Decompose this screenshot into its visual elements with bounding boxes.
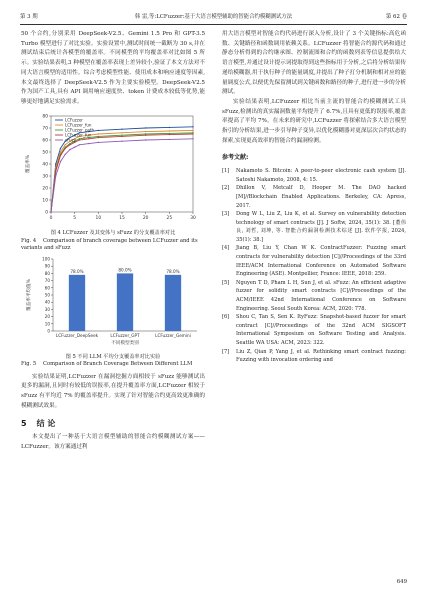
reference-text: Jiang B, Liu Y, Chan W K. ContractFuzzer: Fuzzing smart contracts for vulnerability detection [C]//Proceedings of the 33rd IEEE/ACM International Conference on Automated Software Engineering (ASE). Montpellier, France: IEEE, 2018: 259. xyxy=(236,245,406,278)
data-point xyxy=(65,144,66,145)
data-point xyxy=(145,131,146,132)
paragraph: 实验结果表明,LCFuzzer 相比当前主流的智能合约模糊测试工具 sFuzz,检测出的真实漏洞数量平均提升了 6.7%,且具有更低的误报率,覆盖率提高了平均 7%。在未来的研究中,LCFuzzer 将探索结合多大语言模型指引的分析结果,进一步引导种子变异,以优化模糊器对更深层次合约状态的探索,实现更高效率的智能合约漏洞检测。 xyxy=(222,98,406,144)
page-number: 649 xyxy=(396,579,407,585)
y-tick-label: 80 xyxy=(42,114,48,120)
data-point xyxy=(60,151,61,152)
data-point xyxy=(69,149,70,150)
y-tick-label: 80 xyxy=(44,270,50,276)
series-line xyxy=(51,138,193,211)
data-point xyxy=(169,130,170,131)
header-rule xyxy=(20,24,407,25)
data-point xyxy=(79,138,80,139)
reference-item xyxy=(222,313,406,347)
reference-item xyxy=(222,184,406,210)
data-point xyxy=(121,132,122,133)
data-point xyxy=(55,175,56,176)
data-point xyxy=(145,127,146,128)
reference-list xyxy=(222,167,406,365)
data-point xyxy=(192,126,193,127)
y-tick-label: 50 xyxy=(44,292,50,298)
y-tick-label: 20 xyxy=(44,313,50,319)
data-point xyxy=(88,143,89,144)
reference-number: [6] xyxy=(222,314,230,321)
series-line xyxy=(51,132,193,211)
figure-4-caption-cn: 图 4 LCFuzzer 及其变体与 sFuzz 的分支覆盖率对比 xyxy=(50,230,176,237)
data-point xyxy=(192,138,193,139)
data-point xyxy=(169,132,170,133)
reference-number: [1] xyxy=(222,168,230,175)
reference-text: Liu Z, Qian P, Yang J, et al. Rethinking smart contract fuzzing: Fuzzing with invocation ordering and xyxy=(236,348,406,364)
running-header xyxy=(20,12,407,24)
x-tick-label: 5 xyxy=(73,215,77,221)
x-tick-label: LCFuzzer_DeepSeek xyxy=(55,332,99,338)
reference-number: [2] xyxy=(222,185,230,192)
data-point xyxy=(98,129,99,130)
data-point xyxy=(192,129,193,130)
paragraph: 50 个合约,分别采用 DeepSeek-V2.5、Gemini 1.5 Pro 和 GPT-3.5 Turbo 模型进行了对比实验。实验设置中,测试时间统一截断为 30 s,并在测试结束后统计各模型的覆盖率。不同模型的平均覆盖率对比如图 5 所示。实验结果表明,3 种模型在覆盖率表现上差异较小,验证了本文方法对不同大语言模型的适用性。综合考虑模型性能、使用成本和响应速度等因素,本文最终选择了 DeepSeek-V2.5 作为主要实验模型。DeepSeek-V2.5 作为国产工具,具有 API 调用响应速度快、token 计费成本较低等优势,能够更好地满足实验需求。 xyxy=(21,31,205,105)
y-tick-label: 40 xyxy=(44,299,50,305)
y-tick-label: 70 xyxy=(44,277,50,283)
y-tick-label: 20 xyxy=(42,186,48,192)
reference-item xyxy=(222,167,406,184)
reference-text: Shou C, Tan S, Sen K. ItyFuzz: Snapshot-based fuzzer for smart contract [C]//Proceedings of the 32nd ACM SIGSOFT International Symposium on Software Testing and Analysis. Seattle WA USA: ACM, 2023: 322. xyxy=(236,314,406,347)
x-axis-label: 不同模型类别 xyxy=(111,340,139,346)
data-point xyxy=(169,126,170,127)
bar xyxy=(117,273,133,331)
data-point xyxy=(60,155,61,156)
figure-5 xyxy=(21,253,205,354)
y-tick-label: 0 xyxy=(45,210,48,216)
reference-number: [4] xyxy=(222,245,230,252)
y-axis-label: 覆盖率% xyxy=(26,154,31,173)
legend-label: LCFuzzer_path xyxy=(65,127,95,133)
article-running-title: 韩 雷,等:LCFuzzer:基于大语言模型辅助的智能合约模糊测试方法 xyxy=(134,14,293,20)
data-point xyxy=(79,139,80,140)
y-tick-label: 30 xyxy=(44,306,50,312)
reference-text: Dhillon V, Metcalf D, Hooper M. The DAO hacked [M]//Blockchain Enabled Applications. Berkeley, CA: Apress, 2017. xyxy=(236,185,406,209)
data-point xyxy=(60,161,61,162)
reference-number: [3] xyxy=(222,211,230,218)
volume-label: 第 62 卷 xyxy=(385,14,407,20)
y-axis-label: 覆盖率平均值% xyxy=(27,278,32,311)
bar-value-label: 78.0% xyxy=(70,268,84,274)
series-line xyxy=(51,134,193,212)
reference-text: Dong W L, Liu Z, Liu K, et al. Survey on vulnerability detection technology of smart contracts [J]. J Softw, 2024, 35(1): 38. [董伟良, 刘哲, 刘坤, 等. 智能合约漏洞检测技术综述 [J]. 软件学报, 2024, 35(1): 38.] xyxy=(236,211,406,243)
x-tick-label: 10 xyxy=(95,215,102,221)
data-point xyxy=(169,134,170,135)
data-point xyxy=(121,128,122,129)
paragraph: 实验结果证明,LCFuzzer 在漏洞挖掘方面相较于 sFuzz 能够测试出更多的漏洞,且同时有较低的误报率,在提升覆盖率方面,LCFuzzer 相较于 sFuzz 有平均近 7% 的覆盖率提升。实现了针对智能合约更高效更准确的模糊测试效果。 xyxy=(21,373,205,409)
y-tick-label: 70 xyxy=(42,126,48,132)
data-point xyxy=(55,170,56,171)
bar xyxy=(69,275,85,331)
y-tick-label: 100 xyxy=(42,256,50,262)
figure-5-label: Fig. 5 xyxy=(21,361,37,368)
figure-4-label: Fig. 4 xyxy=(21,237,37,244)
reference-text: Nakamoto S. Bitcoin: A peer-to-peer electronic cash system [J]. Satoshi Nakamoto, 2008, 4: 15. xyxy=(236,168,406,183)
legend-label: LCFuzzer_fun xyxy=(65,132,92,138)
section-number: 5 xyxy=(21,419,27,429)
data-point xyxy=(98,141,99,142)
reference-text: Nguyen T D, Pham L H, Sun J, et al. sFuzz: An efficient adaptive fuzzer for solidity smart contracts [C]//Proceedings of the ACM/IEEE 42nd International Conference on Software Engineering. Seoul South Korea: ACM, 2020: 778. xyxy=(236,279,406,312)
data-point xyxy=(50,211,51,212)
data-point xyxy=(121,134,122,135)
data-point xyxy=(69,144,70,145)
reference-item xyxy=(222,210,406,244)
legend-label: sFuzz xyxy=(65,137,76,143)
left-column xyxy=(21,30,205,452)
data-point xyxy=(145,133,146,134)
right-column xyxy=(222,30,406,365)
issue-label: 第 3 期 xyxy=(20,14,38,20)
data-point xyxy=(121,135,122,136)
data-point xyxy=(88,138,89,139)
data-point xyxy=(79,144,80,145)
references-heading: 参考文献: xyxy=(222,154,249,162)
y-tick-label: 40 xyxy=(42,162,48,168)
x-tick-label: LCFuzzer_GPT xyxy=(110,332,140,338)
figure-5-caption-text: Comparison of Branch Coverage Between Different LLM xyxy=(43,361,193,368)
reference-number: [7] xyxy=(222,348,230,355)
y-tick-label: 10 xyxy=(42,198,48,204)
section-title: 结 论 xyxy=(36,419,56,429)
figure-4-caption-text: Comparison of branch coverage between LCFuzzer and its variants and sFuzz xyxy=(21,237,198,252)
data-point xyxy=(98,137,99,138)
y-tick-label: 30 xyxy=(42,174,48,180)
figure-4-caption-en xyxy=(21,238,205,253)
bar xyxy=(165,275,181,331)
reference-item xyxy=(222,244,406,278)
data-point xyxy=(192,132,193,133)
data-point xyxy=(192,133,193,134)
figure-5-caption-cn: 图 5 不同 LLM 平均分支覆盖率对比实验 xyxy=(65,353,161,360)
x-tick-label: 20 xyxy=(142,215,149,221)
legend-label: LCFuzzer_fun xyxy=(65,122,92,128)
figure-4 xyxy=(21,108,205,231)
data-point xyxy=(145,134,146,135)
data-point xyxy=(60,147,61,148)
bar-value-label: 80.0% xyxy=(118,267,132,273)
data-point xyxy=(98,133,99,134)
reference-item xyxy=(222,348,406,365)
figure-5-caption-en xyxy=(21,361,205,369)
data-point xyxy=(145,139,146,140)
paragraph: 本文提出了一种基于大语言模型辅助的智能合约模糊测试方案——LCFuzzer。该方案通过利 xyxy=(21,434,205,450)
x-tick-label: 15 xyxy=(119,215,125,221)
y-tick-label: 60 xyxy=(42,138,48,144)
x-tick-label: 0 xyxy=(49,215,53,221)
data-point xyxy=(65,153,66,154)
y-tick-label: 0 xyxy=(47,328,50,334)
reference-number: [5] xyxy=(222,279,230,286)
bar-value-label: 78.0% xyxy=(166,268,180,274)
x-tick-label: 25 xyxy=(166,215,173,221)
reference-item xyxy=(222,279,406,313)
bar-chart xyxy=(21,253,205,349)
data-point xyxy=(65,147,66,148)
x-tick-label: 30 xyxy=(190,215,196,221)
data-point xyxy=(121,140,122,141)
section-heading xyxy=(21,419,205,429)
paragraph: 用大语言模型对智能合约代码进行深入分析,设计了 3 个关键指标:高危函数、关键路径和函数调用依赖关系。LCFuzzer 将智能合约源代码和通过静态分析得到的合约继承图、控制流图和合约的函数列表等信息提供给大语言模型,并通过设计提示词提取得到这些指标用于分析,之后将分析结果传递给模糊器,用于执行种子的能量调度,并提出了种子打分机制和相对应的能量调度公式,以便优先保留测试到关键函数和路径的种子,进行进一步的分析测试。 xyxy=(222,31,406,96)
data-point xyxy=(98,135,99,136)
x-tick-label: LCFuzzer_Gemini xyxy=(155,332,191,338)
data-point xyxy=(169,138,170,139)
y-tick-label: 10 xyxy=(44,321,50,327)
y-tick-label: 90 xyxy=(44,263,50,269)
line-chart xyxy=(21,108,205,226)
data-point xyxy=(74,146,75,147)
y-tick-label: 60 xyxy=(44,285,50,291)
y-tick-label: 50 xyxy=(42,150,48,156)
legend-label: LCFuzzer xyxy=(65,117,83,123)
